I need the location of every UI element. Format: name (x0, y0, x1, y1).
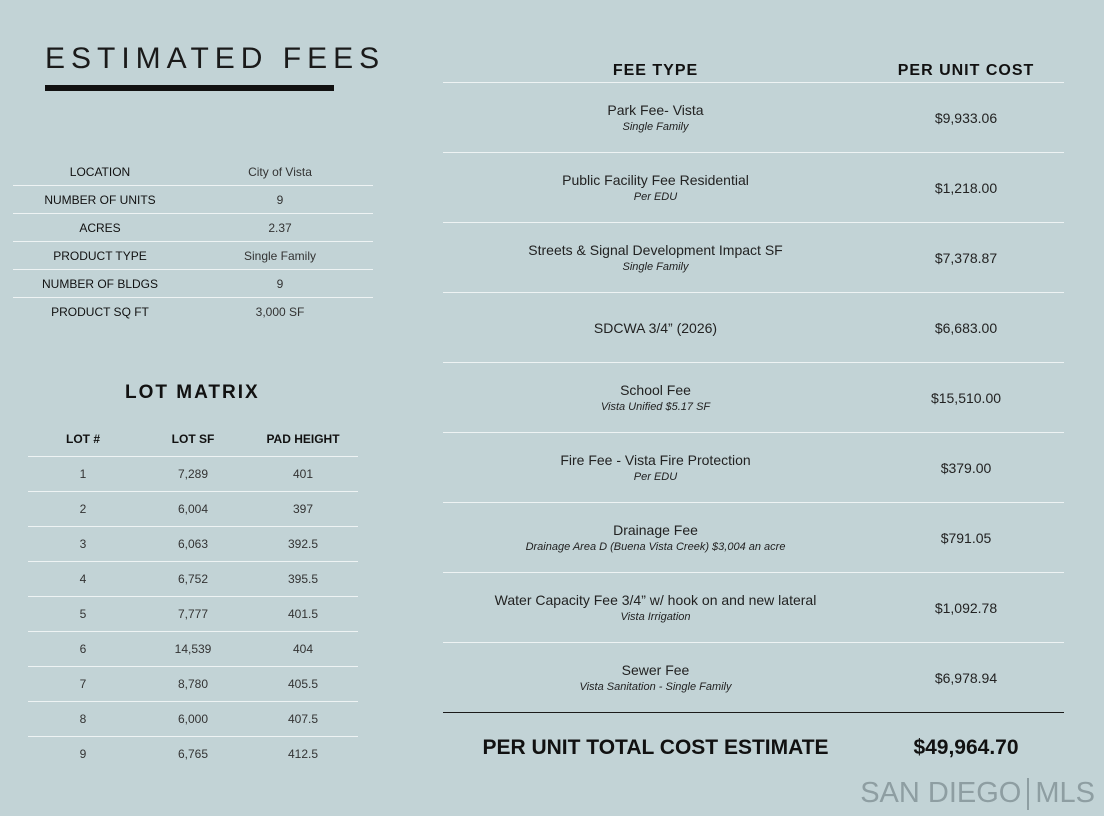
pad-height: 397 (248, 492, 358, 527)
table-row (28, 702, 358, 737)
lot-sf: 7,289 (138, 457, 248, 492)
lot-sf: 6,004 (138, 492, 248, 527)
fee-name: Water Capacity Fee 3/4” w/ hook on and new lateral (494, 591, 817, 608)
fee-cost: $15,510.00 (930, 389, 1002, 406)
info-value: City of Vista (187, 158, 373, 186)
info-label: NUMBER OF BLDGS (13, 270, 187, 298)
fee-table (443, 52, 1064, 713)
info-label: LOCATION (13, 158, 187, 186)
table-row (28, 527, 358, 562)
lot-sf: 8,780 (138, 667, 248, 702)
watermark-left-text: SAN DIEGO (860, 777, 1022, 809)
info-row (13, 186, 373, 214)
info-value: 2.37 (187, 214, 373, 242)
lot-sf: 6,752 (138, 562, 248, 597)
lot-number: 5 (28, 597, 138, 632)
fee-name: School Fee (620, 381, 691, 398)
watermark-divider (1027, 778, 1029, 810)
table-row (28, 737, 358, 772)
fee-subtitle: Per EDU (633, 190, 678, 203)
fee-name: Park Fee- Vista (607, 101, 704, 118)
lot-matrix-header-row (28, 422, 358, 457)
pad-height: 407.5 (248, 702, 358, 737)
fee-subtitle: Single Family (622, 260, 689, 273)
fee-subtitle: Per EDU (633, 470, 678, 483)
total-value: $49,964.70 (913, 736, 1019, 759)
fee-name: Fire Fee - Vista Fire Protection (560, 451, 751, 468)
table-row (28, 632, 358, 667)
fee-cost: $379.00 (940, 459, 992, 476)
fee-name: Streets & Signal Development Impact SF (528, 241, 783, 258)
lot-sf: 6,063 (138, 527, 248, 562)
table-row (28, 492, 358, 527)
pad-height: 401.5 (248, 597, 358, 632)
info-value: 3,000 SF (255, 304, 305, 319)
san-diego-mls-watermark (860, 777, 1095, 810)
info-row (13, 158, 373, 186)
fee-cost: $7,378.87 (934, 249, 998, 266)
column-header-fee-type: FEE TYPE (612, 62, 699, 79)
pad-height: 401 (248, 457, 358, 492)
fee-row (443, 293, 1064, 363)
info-row (13, 298, 373, 326)
watermark-right-text: MLS (1035, 777, 1095, 809)
lot-matrix-title: LOT MATRIX (125, 382, 260, 403)
info-label: PRODUCT SQ FT (51, 304, 149, 319)
lot-number: 7 (28, 667, 138, 702)
fee-cost: $1,092.78 (934, 599, 998, 616)
info-row (13, 270, 373, 298)
table-row (28, 457, 358, 492)
lot-sf: 14,539 (138, 632, 248, 667)
fee-row (443, 153, 1064, 223)
info-row (13, 242, 373, 270)
fee-row (443, 433, 1064, 503)
fee-subtitle: Drainage Area D (Buena Vista Creek) $3,004 an acre (525, 540, 786, 553)
fee-name: Sewer Fee (621, 661, 690, 678)
fee-row (443, 83, 1064, 153)
pad-height: 412.5 (287, 747, 319, 761)
fee-row (443, 573, 1064, 643)
column-header-lot-number: LOT # (28, 422, 138, 457)
lot-number: 2 (28, 492, 138, 527)
property-info-table (13, 158, 373, 325)
fee-cost: $9,933.06 (934, 109, 998, 126)
pad-height: 395.5 (248, 562, 358, 597)
total-label: PER UNIT TOTAL COST ESTIMATE (482, 736, 829, 759)
column-header-pad-height: PAD HEIGHT (248, 422, 358, 457)
fee-name: Public Facility Fee Residential (562, 171, 749, 188)
lot-number: 9 (79, 747, 87, 761)
column-header-per-unit-cost: PER UNIT COST (897, 62, 1035, 79)
info-label: PRODUCT TYPE (13, 242, 187, 270)
pad-height: 392.5 (248, 527, 358, 562)
table-row (28, 562, 358, 597)
lot-number: 8 (28, 702, 138, 737)
fee-cost: $6,683.00 (934, 319, 998, 336)
column-header-lot-sf: LOT SF (138, 422, 248, 457)
title-underline (45, 85, 334, 91)
lot-number: 1 (28, 457, 138, 492)
info-value: Single Family (187, 242, 373, 270)
lot-sf: 6,765 (177, 747, 209, 761)
pad-height: 405.5 (248, 667, 358, 702)
pad-height: 404 (248, 632, 358, 667)
fee-cost: $1,218.00 (934, 179, 998, 196)
info-label: NUMBER OF UNITS (13, 186, 187, 214)
fee-name: Drainage Fee (613, 521, 698, 538)
fee-row (443, 503, 1064, 573)
fee-subtitle: Vista Sanitation - Single Family (579, 680, 732, 693)
fee-row (443, 363, 1064, 433)
info-value: 9 (187, 270, 373, 298)
fee-cost: $791.05 (940, 529, 992, 546)
lot-number: 4 (28, 562, 138, 597)
lot-sf: 6,000 (138, 702, 248, 737)
fee-table-header (443, 52, 1064, 83)
lot-sf: 7,777 (138, 597, 248, 632)
info-row (13, 214, 373, 242)
page-title: ESTIMATED FEES (45, 42, 386, 75)
table-row (28, 597, 358, 632)
fee-subtitle: Vista Unified $5.17 SF (600, 400, 711, 413)
lot-matrix-table (28, 422, 358, 771)
fee-subtitle: Single Family (622, 120, 689, 133)
info-value: 9 (187, 186, 373, 214)
fee-name: SDCWA 3/4” (2026) (593, 319, 718, 336)
lot-number: 6 (28, 632, 138, 667)
fee-subtitle: Vista Irrigation (620, 610, 691, 623)
lot-number: 3 (28, 527, 138, 562)
fee-cost: $6,978.94 (934, 669, 998, 686)
total-row (443, 736, 1064, 760)
table-row (28, 667, 358, 702)
fee-row (443, 643, 1064, 713)
fee-row (443, 223, 1064, 293)
info-label: ACRES (13, 214, 187, 242)
